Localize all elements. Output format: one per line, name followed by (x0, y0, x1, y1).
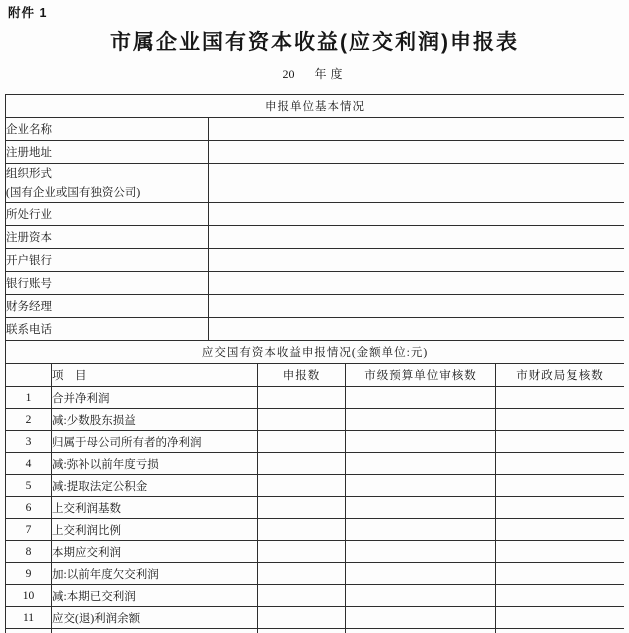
row-budget-review-cell (346, 585, 496, 607)
field-row-organization-form (6, 164, 625, 203)
field-value-cell (209, 318, 625, 341)
field-value-cell (209, 203, 625, 226)
field-label: 联系电话 (6, 318, 209, 341)
basic-section-header-row (6, 95, 625, 118)
row-number: 6 (6, 497, 52, 519)
row-item-label (52, 629, 258, 633)
year-prefix: 20 (282, 67, 295, 81)
column-header-declared: 申报数 (258, 364, 346, 387)
row-budget-review-cell (346, 475, 496, 497)
row-declared-cell (258, 629, 346, 633)
table-row (6, 431, 625, 453)
year-suffix: 年度 (314, 67, 347, 81)
row-budget-review-cell (346, 431, 496, 453)
row-finance-review-cell (496, 409, 625, 431)
attachment-label: 附件 1 (8, 6, 48, 20)
row-item-label: 减:本期已交利润 (52, 585, 258, 607)
row-finance-review-cell (496, 629, 625, 633)
row-number (6, 629, 52, 633)
row-finance-review-cell (496, 585, 625, 607)
field-value-cell (209, 295, 625, 318)
row-number: 11 (6, 607, 52, 629)
column-header-number (6, 364, 52, 387)
row-declared-cell (258, 585, 346, 607)
row-declared-cell (258, 431, 346, 453)
row-declared-cell (258, 497, 346, 519)
declaration-section-header-row (6, 341, 625, 364)
field-row-bank (6, 249, 625, 272)
table-row (6, 497, 625, 519)
row-declared-cell (258, 519, 346, 541)
field-value-cell (209, 226, 625, 249)
row-item-label: 加:以前年度欠交利润 (52, 563, 258, 585)
field-value-cell (209, 164, 625, 203)
row-item-label: 减:弥补以前年度亏损 (52, 453, 258, 475)
row-declared-cell (258, 409, 346, 431)
row-finance-review-cell (496, 541, 625, 563)
table-row (6, 519, 625, 541)
field-label-line1: 组织形式 (6, 168, 52, 180)
table-row (6, 563, 625, 585)
basic-section-title: 申报单位基本情况 (6, 95, 625, 118)
row-finance-review-cell (496, 607, 625, 629)
row-declared-cell (258, 541, 346, 563)
row-declared-cell (258, 387, 346, 409)
field-value-cell (209, 118, 625, 141)
column-header-finance-review: 市财政局复核数 (496, 364, 625, 387)
row-budget-review-cell (346, 541, 496, 563)
row-budget-review-cell (346, 387, 496, 409)
column-header-item: 项 目 (52, 364, 258, 387)
row-item-label: 减:提取法定公积金 (52, 475, 258, 497)
field-label: 企业名称 (6, 118, 209, 141)
row-declared-cell (258, 563, 346, 585)
row-item-label: 减:少数股东损益 (52, 409, 258, 431)
row-item-label: 上交利润基数 (52, 497, 258, 519)
column-header-row (6, 364, 625, 387)
field-label-line2: (国有企业或国有独资公司) (6, 187, 141, 199)
row-finance-review-cell (496, 431, 625, 453)
row-finance-review-cell (496, 453, 625, 475)
field-label: 注册地址 (6, 141, 209, 164)
table-row-clipped (6, 629, 625, 633)
row-number: 9 (6, 563, 52, 585)
field-label: 开户银行 (6, 249, 209, 272)
row-finance-review-cell (496, 563, 625, 585)
field-value-cell (209, 141, 625, 164)
row-budget-review-cell (346, 497, 496, 519)
row-finance-review-cell (496, 387, 625, 409)
column-header-budget-review: 市级预算单位审核数 (346, 364, 496, 387)
row-number: 5 (6, 475, 52, 497)
table-row (6, 607, 625, 629)
row-item-label: 归属于母公司所有者的净利润 (52, 431, 258, 453)
field-label: 财务经理 (6, 295, 209, 318)
table-row (6, 409, 625, 431)
row-budget-review-cell (346, 409, 496, 431)
table-row (6, 453, 625, 475)
field-label: 所处行业 (6, 203, 209, 226)
field-row-bank-account (6, 272, 625, 295)
row-number: 1 (6, 387, 52, 409)
field-row-registered-capital (6, 226, 625, 249)
row-budget-review-cell (346, 629, 496, 633)
row-budget-review-cell (346, 607, 496, 629)
row-number: 4 (6, 453, 52, 475)
field-row-company-name (6, 118, 625, 141)
field-row-finance-manager (6, 295, 625, 318)
table-row (6, 541, 625, 563)
row-item-label: 合并净利润 (52, 387, 258, 409)
row-finance-review-cell (496, 519, 625, 541)
field-row-industry (6, 203, 625, 226)
row-declared-cell (258, 475, 346, 497)
row-number: 7 (6, 519, 52, 541)
row-number: 10 (6, 585, 52, 607)
table-row (6, 387, 625, 409)
field-label: 注册资本 (6, 226, 209, 249)
row-declared-cell (258, 607, 346, 629)
row-number: 8 (6, 541, 52, 563)
row-number: 2 (6, 409, 52, 431)
row-item-label: 应交(退)利润余额 (52, 607, 258, 629)
year-line (0, 65, 629, 82)
field-label: 银行账号 (6, 272, 209, 295)
row-number: 3 (6, 431, 52, 453)
form-table (5, 94, 624, 633)
row-item-label: 本期应交利润 (52, 541, 258, 563)
field-row-registered-address (6, 141, 625, 164)
page-title: 市属企业国有资本收益(应交利润)申报表 (110, 31, 519, 54)
field-value-cell (209, 249, 625, 272)
row-finance-review-cell (496, 497, 625, 519)
table-row (6, 585, 625, 607)
row-declared-cell (258, 453, 346, 475)
field-value-cell (209, 272, 625, 295)
row-budget-review-cell (346, 519, 496, 541)
table-row (6, 475, 625, 497)
row-budget-review-cell (346, 563, 496, 585)
row-finance-review-cell (496, 475, 625, 497)
declaration-section-title: 应交国有资本收益申报情况(金额单位:元) (6, 341, 625, 364)
row-item-label: 上交利润比例 (52, 519, 258, 541)
field-label (6, 164, 209, 203)
field-row-contact-phone (6, 318, 625, 341)
row-budget-review-cell (346, 453, 496, 475)
